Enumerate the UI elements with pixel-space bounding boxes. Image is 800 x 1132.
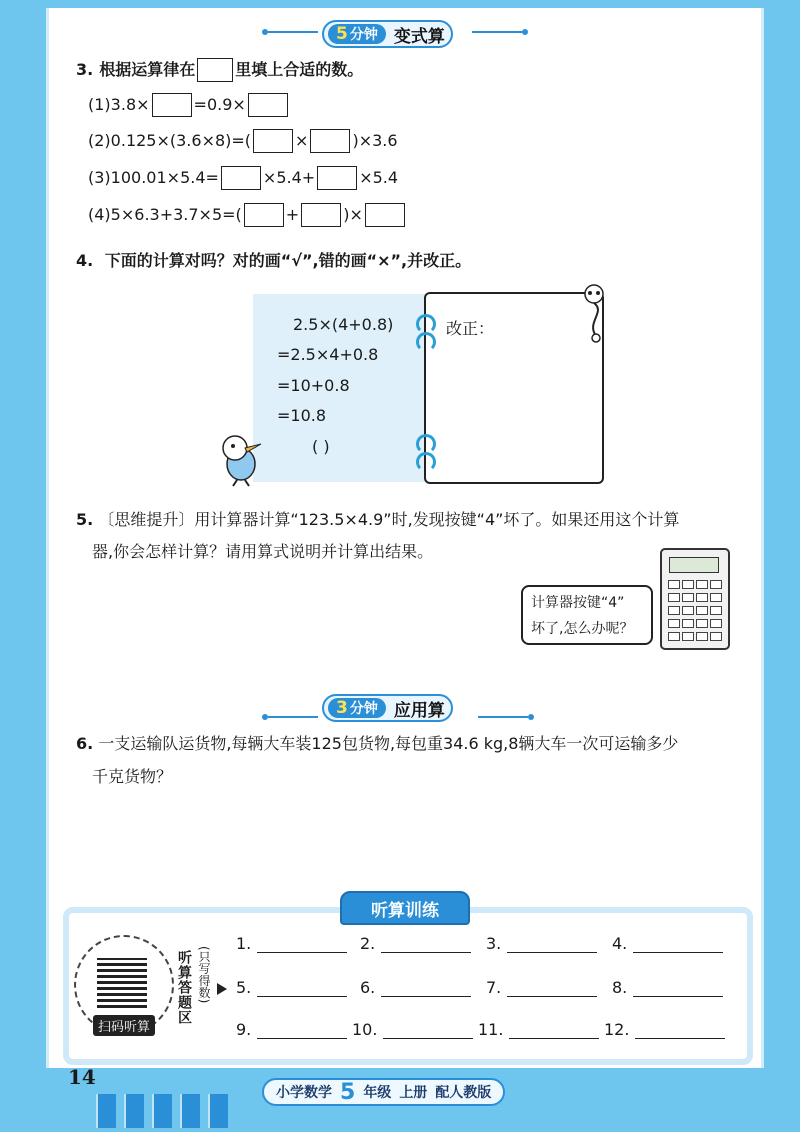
answer-box[interactable]: [152, 93, 192, 117]
answer-slot-4[interactable]: 4.: [612, 934, 723, 953]
page-number: 14: [68, 1065, 96, 1089]
footer-bar: [152, 1094, 172, 1128]
header-dot-right: [522, 29, 528, 35]
section-header-3min: [322, 694, 453, 722]
q3-item-4: (4) 5×6.3+3.7×5=( + )×: [88, 203, 407, 227]
answer-box[interactable]: [221, 166, 261, 190]
answer-slot-5[interactable]: 5.: [236, 978, 347, 997]
footer-bar: [208, 1094, 228, 1128]
correction-box[interactable]: [424, 292, 604, 484]
q3-item-2: (2) 0.125×(3.6×8)=( × )×3.6: [88, 129, 398, 153]
answer-slot-12[interactable]: 12.: [604, 1020, 725, 1039]
header-dot-left: [262, 714, 268, 720]
q3-item-3: (3) 100.01×5.4= ×5.4+ ×5.4: [88, 166, 398, 190]
header-deco-right: [478, 716, 528, 718]
calculator-icon: [660, 548, 730, 650]
binder-ring-icon: [416, 314, 436, 334]
question-5-line-2: 器,你会怎样计算？请用算式说明并计算出结果。: [92, 542, 434, 561]
section-header-5min: [322, 20, 453, 48]
arrow-right-icon: [216, 982, 228, 996]
question-6-line-2: 千克货物？: [92, 767, 173, 786]
answer-slot-6[interactable]: 6.: [360, 978, 471, 997]
answer-slot-1[interactable]: 1.: [236, 934, 347, 953]
q3-item-1: (1) 3.8× =0.9×: [88, 93, 290, 117]
footer-bar: [96, 1094, 116, 1128]
example-blank-box: [197, 58, 233, 82]
header-deco-left: [268, 716, 318, 718]
binder-ring-icon: [416, 332, 436, 352]
answer-slot-3[interactable]: 3.: [486, 934, 597, 953]
question-5: 5. 〔思维提升〕用计算器计算“123.5×4.9”时,发现按键“4”坏了。如果还用这个计算: [76, 510, 680, 529]
section-title: 应用算: [393, 700, 445, 721]
header-deco-left: [268, 31, 318, 33]
judge-parentheses[interactable]: ( ): [312, 437, 330, 456]
answer-slot-8[interactable]: 8.: [612, 978, 723, 997]
answer-slot-2[interactable]: 2.: [360, 934, 471, 953]
answer-slot-7[interactable]: 7.: [486, 978, 597, 997]
question-6: 6. 一支运输队运货物,每辆大车装125包货物,每包重34.6 kg,8辆大车一次可运输多少: [76, 734, 679, 753]
answer-slot-10[interactable]: 10.: [352, 1020, 473, 1039]
footer-bar: [124, 1094, 144, 1128]
answer-area-note: (只写得数): [197, 946, 211, 1004]
answer-slot-9[interactable]: 9.: [236, 1020, 347, 1039]
minutes-badge: 3 分钟: [328, 698, 386, 718]
bird-mascot-icon: [213, 428, 269, 488]
qr-code-icon[interactable]: [97, 958, 147, 1008]
header-dot-right: [528, 714, 534, 720]
question-4: 4. 下面的计算对吗？对的画“√”,错的画“×”,并改正。: [76, 251, 472, 270]
calculator-screen: [669, 557, 719, 573]
speech-bubble: 计算器按键“4” 坏了,怎么办呢？: [521, 585, 653, 645]
mascot-clip-icon: [580, 282, 610, 344]
calc-line-4: =10.8: [277, 406, 327, 425]
calc-line-2: =2.5×4+0.8: [277, 345, 379, 364]
answer-area-label: 听算答题区: [176, 950, 192, 1025]
scan-label[interactable]: 扫码听算: [93, 1015, 155, 1036]
calc-line-1: 2.5×(4+0.8): [293, 315, 394, 334]
answer-box[interactable]: [365, 203, 405, 227]
minutes-badge: 5 分钟: [328, 24, 386, 44]
calc-line-3: =10+0.8: [277, 376, 350, 395]
binder-ring-icon: [416, 452, 436, 472]
question-3: 3. 根据运算律在 里填上合适的数。: [76, 58, 363, 82]
answer-box[interactable]: [317, 166, 357, 190]
binder-ring-icon: [416, 434, 436, 454]
listening-title: 听算训练: [340, 891, 470, 925]
footer-bar: [180, 1094, 200, 1128]
correction-label: 改正：: [446, 319, 495, 338]
section-title: 变式算: [393, 26, 445, 47]
answer-slot-11[interactable]: 11.: [478, 1020, 599, 1039]
header-dot-left: [262, 29, 268, 35]
answer-box[interactable]: [301, 203, 341, 227]
answer-box[interactable]: [248, 93, 288, 117]
header-deco-right: [472, 31, 522, 33]
answer-box[interactable]: [244, 203, 284, 227]
book-info: 小学数学 5 年级 上册 配人教版: [262, 1078, 505, 1106]
answer-box[interactable]: [253, 129, 293, 153]
answer-box[interactable]: [310, 129, 350, 153]
